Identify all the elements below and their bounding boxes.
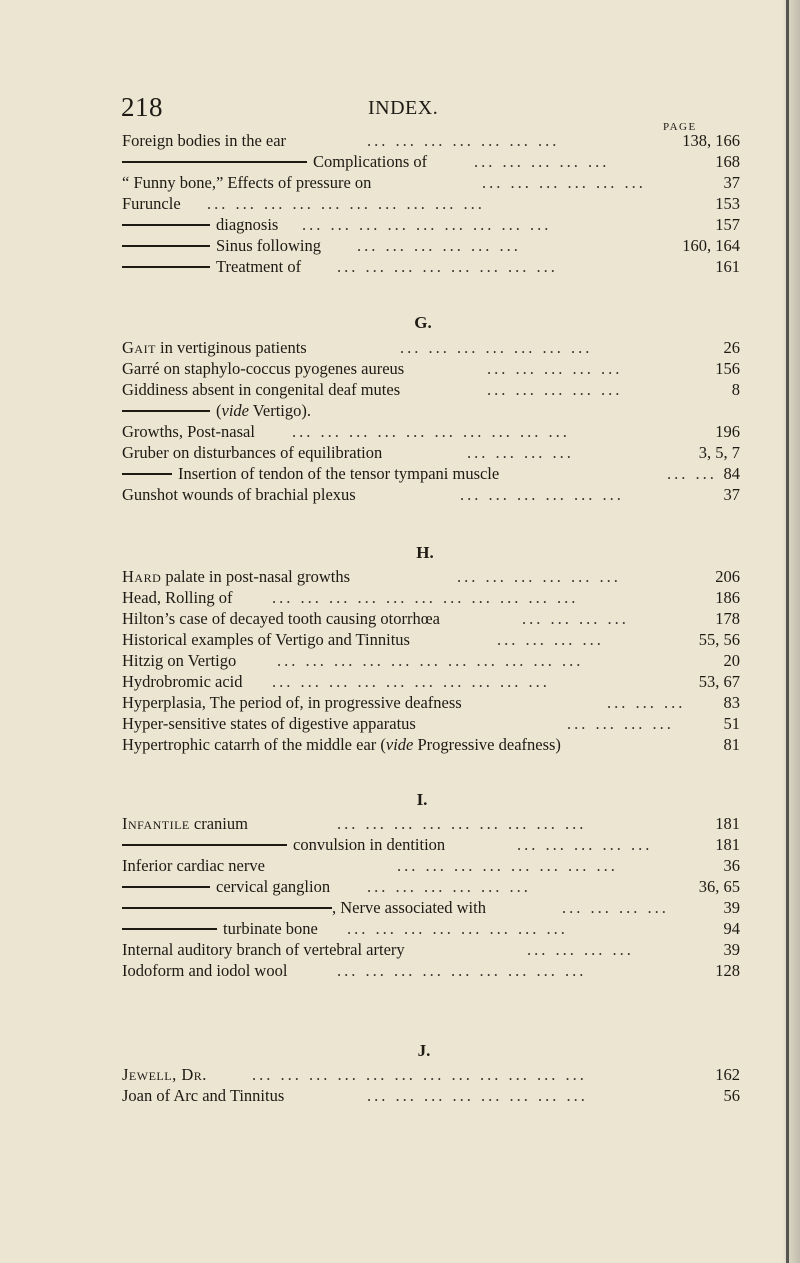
entry-text-wrap: [122, 214, 278, 236]
entry-text-wrap: [122, 1064, 207, 1086]
index-entry: [122, 918, 740, 940]
leader-dots: ... ... ... ...: [567, 714, 674, 733]
index-entry: [122, 193, 740, 215]
ditto-dash: [122, 844, 287, 846]
entry-text-pre: (: [216, 401, 222, 420]
entry-text: Internal auditory branch of vertebral artery: [122, 940, 405, 959]
index-entry: [122, 671, 740, 693]
section-letter: G.: [414, 313, 432, 332]
entry-pages: 81: [723, 735, 740, 754]
index-entry: [122, 421, 740, 443]
ditto-dash: [122, 410, 210, 412]
entry-pages: 128: [715, 961, 740, 980]
entry-pages: 37: [723, 485, 740, 504]
entry-text: Sinus following: [216, 236, 321, 255]
entry-text: turbinate bone: [223, 919, 318, 938]
entry-text-post: Vertigo).: [248, 401, 312, 420]
entry-pages: 138, 166: [682, 131, 740, 150]
index-entry: [122, 130, 740, 152]
entry-text: Iodoform and iodol wool: [122, 961, 288, 980]
entry-text: cervical ganglion: [216, 877, 331, 896]
entry-pages: 206: [715, 567, 740, 586]
page-column-label: PAGE: [663, 121, 697, 133]
entry-pages: 160, 164: [682, 236, 740, 255]
entry-pages: 36, 65: [698, 877, 740, 896]
entry-text-wrap: [122, 463, 499, 485]
entry-text: Insertion of tendon of the tensor tympani muscle: [178, 464, 500, 483]
leader-dots: ... ... ... ... ... ... ... ...: [347, 919, 568, 938]
leader-dots: ... ... ... ... ... ... ... ... ... ... ...: [272, 588, 579, 607]
leader-dots: ... ... ... ... ... ... ... ... ... ...: [272, 672, 550, 691]
entry-text: , Nerve associated with: [332, 898, 486, 917]
entry-text: Hyperplasia, The period of, in progressive deafness: [122, 693, 462, 712]
entry-text: Head, Rolling of: [122, 588, 233, 607]
entry-text-wrap: [122, 235, 321, 257]
entry-pages: 39: [723, 940, 740, 959]
entry-text: Hitzig on Vertigo: [122, 651, 237, 670]
entry-text-wrap: [122, 337, 307, 359]
leader-dots: ... ... ... ... ... ... ...: [400, 338, 593, 357]
entry-pages: 53, 67: [698, 672, 740, 691]
index-entry: [122, 855, 740, 877]
ditto-dash: [122, 245, 210, 247]
index-entry: [122, 834, 740, 856]
entry-pages: 39: [723, 898, 740, 917]
leader-dots: ... ... ...: [607, 693, 686, 712]
entry-text: cranium: [189, 814, 248, 833]
ditto-dash: [122, 473, 172, 475]
leader-dots: ... ... ... ... ... ...: [457, 567, 621, 586]
leader-dots: ... ... ... ...: [522, 609, 629, 628]
leader-dots: ... ... ... ... ...: [487, 359, 623, 378]
leader-dots: ... ... ... ... ... ...: [357, 236, 521, 255]
index-entry: [122, 256, 740, 278]
entry-pages: 37: [723, 173, 740, 192]
entry-text: in vertiginous patients: [155, 338, 307, 357]
entry-text: Inferior cardiac nerve: [122, 856, 265, 875]
entry-text-wrap: [122, 813, 248, 835]
leader-dots: ... ... ... ... ... ... ... ... ...: [337, 961, 587, 980]
entry-text: palate in post-nasal growths: [161, 567, 351, 586]
entry-text-wrap: [122, 256, 301, 278]
entry-pages: 181: [715, 835, 740, 854]
index-entry: [122, 484, 740, 506]
leader-dots: ... ... ... ... ... ... ... ... ... ...: [292, 422, 570, 441]
entry-text: convulsion in dentition: [293, 835, 446, 854]
index-entry: [122, 566, 740, 588]
leader-dots: ... ... ... ... ... ... ... ...: [397, 856, 618, 875]
ditto-dash: [122, 886, 210, 888]
entry-pages: 181: [715, 814, 740, 833]
entry-pages: 162: [715, 1065, 740, 1084]
entry-text-wrap: [122, 151, 427, 173]
index-entry: [122, 692, 740, 714]
leader-dots: ... ... ... ... ... ... ... ...: [367, 1086, 588, 1105]
entry-text: Gunshot wounds of brachial plexus: [122, 485, 356, 504]
entry-text: Furuncle: [122, 194, 181, 213]
entry-pages: 3, 5, 7: [698, 443, 740, 462]
leader-dots: ... ... ... ... ... ... ... ... ... ... ... ...: [252, 1065, 587, 1084]
index-entry: [122, 463, 740, 485]
index-entry: [122, 1085, 740, 1107]
index-entry: [122, 629, 740, 651]
index-entry: [122, 1064, 740, 1086]
leader-dots: ... ... ... ... ... ... ... ...: [337, 257, 558, 276]
leader-dots: ... ... ... ...: [527, 940, 634, 959]
index-entry: [122, 960, 740, 982]
index-entry: [122, 214, 740, 236]
entry-text-post: Progressive deafness): [413, 735, 561, 754]
entry-text: Foreign bodies in the ear: [122, 131, 287, 150]
section-letter: J.: [417, 1041, 431, 1060]
entry-text: Giddiness absent in congenital deaf mutes: [122, 380, 401, 399]
leader-dots: ... ... ... ... ... ...: [460, 485, 624, 504]
entry-lead: Gait: [122, 338, 156, 357]
index-entry: [122, 235, 740, 257]
running-head: INDEX.: [368, 97, 439, 119]
entry-pages: 168: [715, 152, 740, 171]
entry-text-wrap: [122, 876, 330, 898]
index-entry: [122, 713, 740, 735]
entry-text-italic: vide: [221, 401, 249, 420]
entry-text: Complications of: [313, 152, 428, 171]
entry-pages: 51: [723, 714, 740, 733]
ditto-dash: [122, 907, 332, 909]
entry-pages: 161: [715, 257, 740, 276]
index-entry: [122, 358, 740, 380]
index-entry: [122, 650, 740, 672]
entry-text: Growths, Post-nasal: [122, 422, 255, 441]
entry-lead: Infantile: [122, 814, 190, 833]
index-entry: [122, 876, 740, 898]
leader-dots: ... ... ... ... ... ... ... ... ...: [337, 814, 587, 833]
entry-text-pre: Hypertrophic catarrh of the middle ear (: [122, 735, 386, 754]
index-entry: [122, 587, 740, 609]
entry-pages: 36: [723, 856, 740, 875]
index-entry: [122, 151, 740, 173]
index-entry: [122, 442, 740, 464]
entry-pages: 83: [723, 693, 740, 712]
entry-pages: 156: [715, 359, 740, 378]
entry-pages: 196: [715, 422, 740, 441]
entry-pages: 186: [715, 588, 740, 607]
leader-dots: ... ... ... ...: [562, 898, 669, 917]
entry-pages: 94: [723, 919, 740, 938]
index-entry: [122, 337, 740, 359]
index-entry: [122, 608, 740, 630]
entry-pages: 56: [723, 1086, 740, 1105]
entry-pages: 55, 56: [698, 630, 740, 649]
entry-text-wrap: [122, 400, 311, 422]
entry-text-wrap: [122, 834, 445, 856]
leader-dots: ... ... ... ... ... ...: [482, 173, 646, 192]
entry-text-wrap: [122, 566, 350, 588]
entry-text: Historical examples of Vertigo and Tinnitus: [122, 630, 410, 649]
ditto-dash: [122, 161, 307, 163]
entry-pages: 8: [731, 380, 740, 399]
leader-dots: ... ... ... ...: [497, 630, 604, 649]
entry-text-wrap: [122, 734, 561, 756]
index-entry: [122, 379, 740, 401]
index-entry: [122, 897, 740, 919]
entry-pages: 20: [723, 651, 740, 670]
index-entry: [122, 400, 740, 422]
entry-text: Treatment of: [216, 257, 302, 276]
entry-pages: 84: [723, 464, 740, 483]
entry-text: Hydrobromic acid: [122, 672, 243, 691]
entry-pages: 157: [715, 215, 740, 234]
leader-dots: ... ... ... ... ... ... ...: [367, 131, 560, 150]
entry-lead: Hard: [122, 567, 162, 586]
page-number: 218: [121, 92, 163, 122]
ditto-dash: [122, 224, 210, 226]
index-entry: [122, 172, 740, 194]
leader-dots: ... ... ... ... ...: [474, 152, 610, 171]
page-edge-shadow: [782, 0, 800, 1263]
entry-pages: 178: [715, 609, 740, 628]
entry-pages: 26: [723, 338, 740, 357]
ditto-dash: [122, 928, 217, 930]
entry-text: “ Funny bone,” Effects of pressure on: [122, 173, 372, 192]
leader-dots: ... ... ... ... ...: [487, 380, 623, 399]
ditto-dash: [122, 266, 210, 268]
section-letter: H.: [416, 543, 434, 562]
leader-dots: ... ... ... ... ... ... ... ... ... ...: [207, 194, 485, 213]
entry-text: Gruber on disturbances of equilibration: [122, 443, 383, 462]
leader-dots: ... ... ... ... ... ...: [367, 877, 531, 896]
leader-dots: ... ... ... ... ... ... ... ... ...: [302, 215, 552, 234]
entry-text: diagnosis: [216, 215, 279, 234]
leader-dots: ... ... ... ...: [467, 443, 574, 462]
entry-text-wrap: [122, 897, 486, 919]
entry-lead: Jewell, Dr.: [122, 1065, 207, 1084]
entry-text-italic: vide: [385, 735, 414, 754]
entry-text: Garré on staphylo-coccus pyogenes aureus: [122, 359, 405, 378]
entry-text: Hyper-sensitive states of digestive apparatus: [122, 714, 416, 733]
index-entry: [122, 939, 740, 961]
leader-dots: ... ... ... ... ...: [517, 835, 653, 854]
leader-dots: ... ...: [667, 464, 717, 483]
entry-text: Joan of Arc and Tinnitus: [122, 1086, 285, 1105]
index-entry: [122, 734, 740, 756]
entry-pages: 153: [715, 194, 740, 213]
entry-text-wrap: [122, 918, 318, 940]
entry-text: Hilton’s case of decayed tooth causing otorrhœa: [122, 609, 440, 628]
leader-dots: ... ... ... ... ... ... ... ... ... ... ...: [277, 651, 584, 670]
index-entry: [122, 813, 740, 835]
section-letter: I.: [416, 790, 428, 809]
